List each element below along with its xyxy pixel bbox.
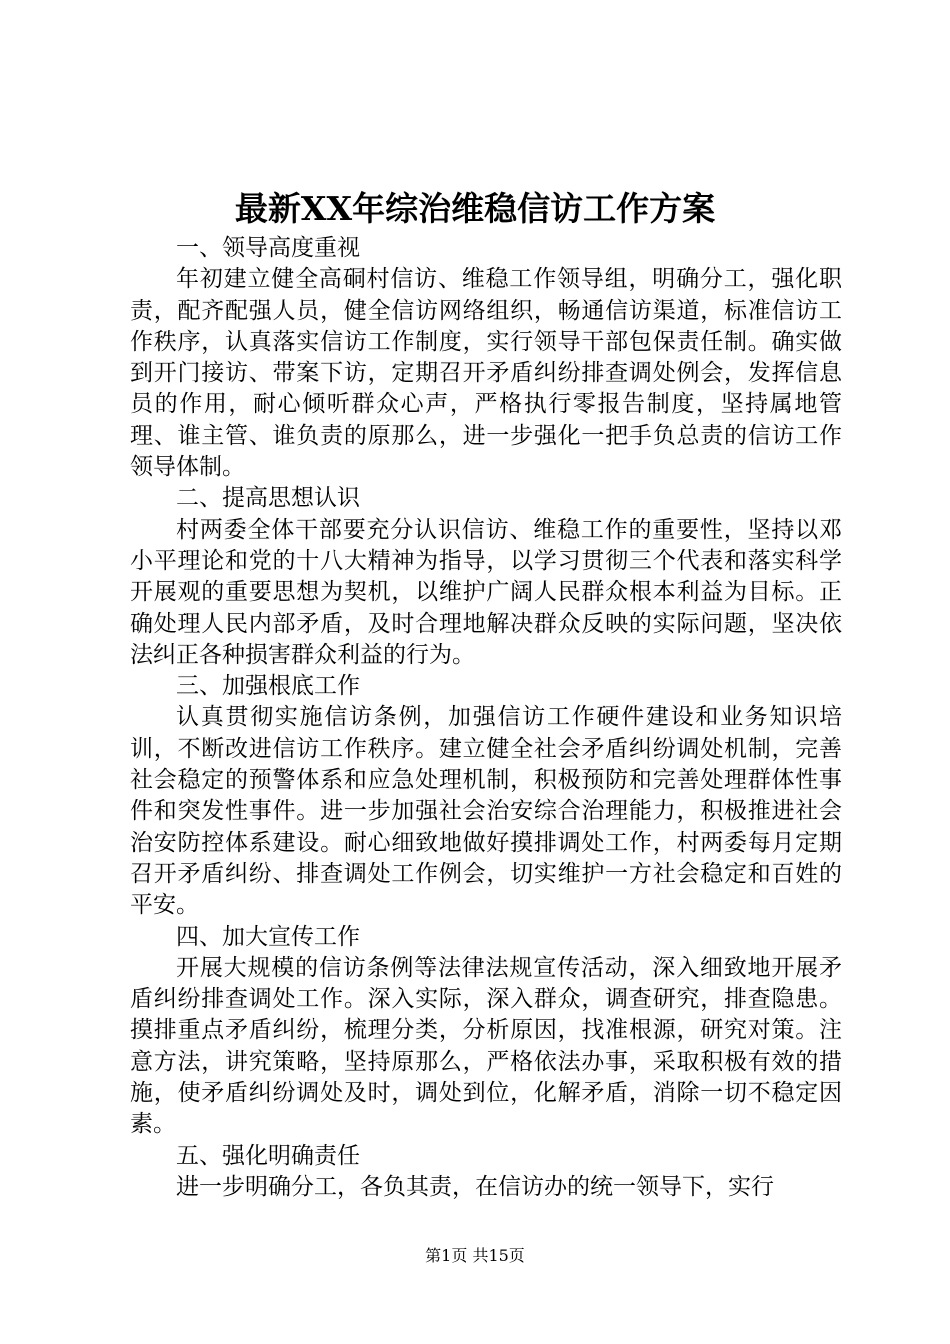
section-heading: 五、强化明确责任 — [176, 1142, 360, 1169]
section-paragraph: 年初建立健全高硐村信访、维稳工作领导组，明确分工，强化职责，配齐配强人员，健全信访网络组织，畅通信访渠道，标准信访工作秩序，认真落实信访工作制度，实行领导干部包保责任制。确实做到开门接访、带案下访，定期召开矛盾纠纷排查调处例会，发挥信息员的作用，耐心倾听群众心声，严格执行零报告制度，坚持属地管理、谁主管、谁负责的原那么，进一步强化一把手负总责的信访工作领导体制。 — [130, 266, 842, 481]
document-title: 最新XX年综治维稳信访工作方案 — [234, 189, 716, 228]
document-body — [130, 233, 842, 1203]
section-heading: 一、领导高度重视 — [176, 235, 360, 261]
section-heading: 四、加大宣传工作 — [176, 923, 360, 950]
section-paragraph: 认真贯彻实施信访条例，加强信访工作硬件建设和业务知识培训，不断改进信访工作秩序。建立健全社会矛盾纠纷调处机制，完善社会稳定的预警体系和应急处理机制，积极预防和完善处理群体性事件和突发性事件。进一步加强社会治安综合治理能力，积极推进社会治安防控体系建设。耐心细致地做好摸排调处工作，村两委每月定期召开矛盾纠纷、排查调处工作例会，切实维护一方社会稳定和百姓的平安。 — [130, 704, 842, 919]
page-number: 第1页 共15页 — [425, 1246, 525, 1265]
section-heading: 二、提高思想认识 — [176, 485, 360, 512]
section-heading: 三、加强根底工作 — [176, 673, 360, 700]
section-paragraph: 开展大规模的信访条例等法律法规宣传活动，深入细致地开展矛盾纠纷排查调处工作。深入实际，深入群众，调查研究，排查隐患。摸排重点矛盾纠纷，梳理分类，分析原因，找准根源，研究对策。注意方法，讲究策略，坚持原那么，严格依法办事，采取积极有效的措施，使矛盾纠纷调处及时，调处到位，化解矛盾，消除一切不稳定因素。 — [130, 954, 842, 1138]
section-paragraph: 进一步明确分工，各负其责，在信访办的统一领导下，实行 — [176, 1173, 774, 1200]
section-paragraph: 村两委全体干部要充分认识信访、维稳工作的重要性，坚持以邓小平理论和党的十八大精神为指导，以学习贯彻三个代表和落实科学开展观的重要思想为契机，以维护广阔人民群众根本利益为目标。正确处理人民内部矛盾，及时合理地解决群众反映的实际问题，坚决依法纠正各种损害群众利益的行为。 — [130, 516, 842, 668]
